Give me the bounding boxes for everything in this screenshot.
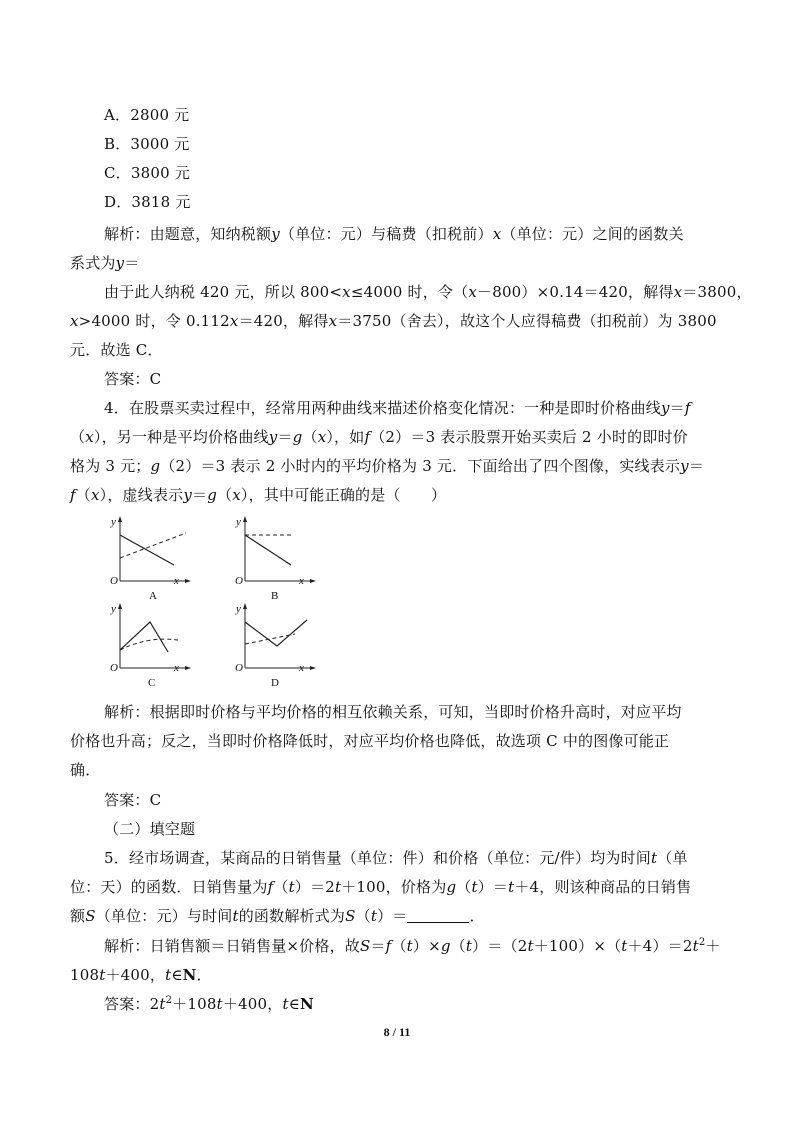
graph-b-solid-line [245,535,291,565]
graph-c [108,600,198,695]
graph-d-x-label: x [299,662,304,674]
graph-c-x-arrow [185,666,191,670]
q3-analysis-line1: 解析：由题意，知纳税额y（单位：元）与稿费（扣税前）x（单位：元）之间的函数关 [104,225,684,243]
q5-line3: 额S（单位：元）与时间t的函数解析式为S（t）＝ ． [70,907,485,925]
graph-a-origin-label: O [110,575,118,587]
graph-c-solid-line [120,622,168,652]
q4-line4: f（x），虚线表示y＝g（x），其中可能正确的是（ ） [70,486,447,504]
graph-d [233,600,323,695]
graph-c-y-label: y [111,603,116,615]
graph-b-y-label: y [236,516,241,528]
graph-a-caption: A [149,590,157,602]
q4-line3: 格为 3 元；g（2）＝3 表示 2 小时内的平均价格为 3 元．下面给出了四个图像，实线表示y＝ [70,457,705,475]
graph-c-dashed-line [120,639,178,650]
graph-b [233,513,323,608]
graph-d-y-label: y [236,603,241,615]
q3-analysis-line4: x>4000 时，令 0.112x＝420，解得x＝3750（舍去），故这个人应得稿费（扣税前）为 3800 [70,312,717,330]
option-c: C．3800 元 [104,164,191,182]
q4-analysis-line2: 价格也升高；反之，当即时价格降低时，对应平均价格也降低，故选项 C 中的图像可能正 [70,732,670,750]
graph-d-origin-label: O [235,662,243,674]
graph-b-x-label: x [299,575,304,587]
graph-d-x-arrow [310,666,316,670]
q5-line2: 位：天）的函数．日销售量为f（t）＝2t＋100，价格为g（t）＝t＋4，则该种商品的日销售 [70,878,692,896]
q5-analysis-line1: 解析：日销售额＝日销售量×价格，故$S=f(t)\times g(t)=(2t+100)\times(t+4)=2t^2+$ [104,937,721,955]
graph-b-caption: B [271,590,279,602]
graph-d-dashed-line [245,634,295,644]
graph-a-solid-line [120,535,174,565]
q4-answer: 答案：C [104,791,162,809]
graph-b-y-arrow [243,516,247,522]
q4-line1: 4．在股票买卖过程中，经常用两种曲线来描述价格变化情况：一种是即时价格曲线y＝f [104,399,691,417]
graph-c-caption: C [148,677,156,689]
q3-analysis-line3: 由于此人纳税 420 元，所以 800<x≤4000 时，令（x－800）×0.14＝420，解得x＝3800， [104,283,752,301]
page-number: 8 / 11 [383,1025,411,1039]
section-heading: （二）填空题 [104,820,196,838]
graph-b-origin-label: O [235,575,243,587]
q4-line2: （x），另一种是平均价格曲线y＝g（x），如f（2）＝3 表示股票开始买卖后 2 小时的即时价 [70,428,688,446]
graph-c-origin-label: O [110,662,118,674]
q5-line1: 5．经市场调查，某商品的日销售量（单位：件）和价格（单位：元/件）均为时间t（单 [104,849,688,867]
graph-c-x-label: x [174,662,179,674]
option-a: A．2800 元 [104,106,190,124]
q4-analysis-line1: 解析：根据即时价格与平均价格的相互依赖关系，可知，当即时价格升高时，对应平均 [104,703,682,721]
graph-a-x-arrow [185,579,191,583]
q3-analysis-line5: 元．故选 C． [70,341,163,359]
option-d: D．3818 元 [104,193,191,211]
graph-a-y-label: y [111,516,116,528]
graph-a [108,513,198,608]
graph-d-y-arrow [243,603,247,609]
q5-answer: 答案：$2t^2+108t+400$，t∈N [104,995,314,1013]
q4-analysis-line3: 确． [70,761,101,779]
option-b: B．3000 元 [104,135,190,153]
graph-b-x-arrow [310,579,316,583]
graph-a-y-arrow [118,516,122,522]
q3-analysis-line2: 系式为y＝ [70,254,140,272]
answer-blank [407,908,469,923]
q3-answer: 答案：C [104,370,162,388]
graph-d-caption: D [271,677,279,689]
graph-c-y-arrow [118,603,122,609]
graph-a-dashed-line [120,533,186,558]
q5-analysis-line2: 108t＋400，t∈N． [70,966,212,984]
graph-a-x-label: x [174,575,179,587]
